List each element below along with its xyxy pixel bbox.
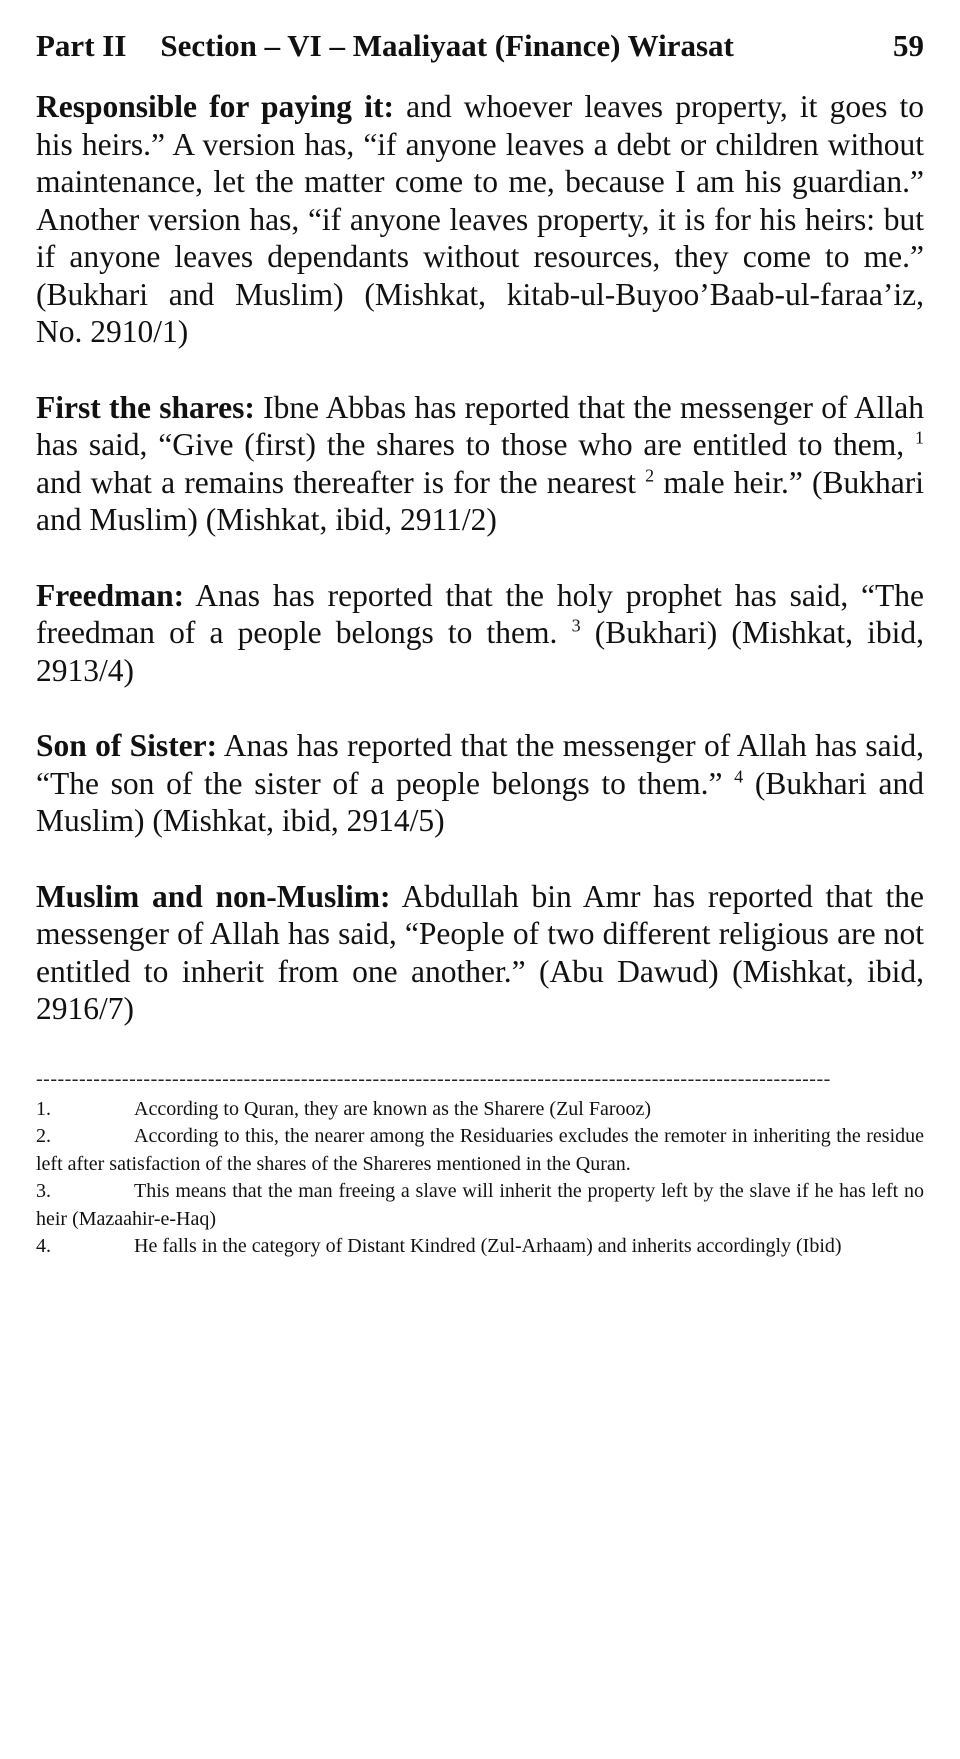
footnote-number: 2. xyxy=(36,1125,51,1147)
paragraph-heading: First the shares: xyxy=(36,389,255,425)
footnote-item xyxy=(36,1096,924,1124)
header-left xyxy=(36,26,734,66)
footnote-text: This means that the man freeing a slave will inherit the property left by the slave if he has left no heir (Mazaahir-e-Haq) xyxy=(36,1180,924,1230)
footnote-item xyxy=(36,1178,924,1233)
footnote-separator: --------------------------------------------------------------------------------------------------------------- xyxy=(36,1067,831,1090)
paragraph-text: (Bukhari) (Mishkat, ibid, 2913/4) xyxy=(36,615,924,688)
paragraph-text: Anas has reported that the messenger of Allah has said, “The son of the sister of a people belongs to them.” xyxy=(36,728,924,801)
header-section: Section – VI – Maaliyaat (Finance) Wirasat xyxy=(160,28,734,63)
paragraph-heading: Muslim and non-Muslim: xyxy=(36,878,391,914)
footnote-number: 1. xyxy=(36,1097,51,1120)
footnote-text: According to this, the nearer among the Residuaries excludes the remoter in inheriting the residue left after satisfaction of the shares of the Shareres mentioned in the Quran. xyxy=(36,1125,924,1175)
paragraph-heading: Responsible for paying it: xyxy=(36,89,394,124)
footnote-item xyxy=(36,1123,924,1178)
page-number: 59 xyxy=(893,28,924,63)
paragraph-text: (Bukhari and Muslim) (Mishkat, ibid, 2914/5) xyxy=(36,765,924,838)
footnote-ref-3: 3 xyxy=(571,615,581,636)
paragraph-son-of-sister xyxy=(36,727,924,840)
paragraph-heading: Freedman: xyxy=(36,577,185,613)
header-part: Part II xyxy=(36,28,127,63)
paragraph-text: and whoever leaves property, it goes to his heirs.” A version has, “if anyone leaves a debt or children without maintenance, let the matter come to me, because I am his guardian.” Another version has, “if anyone leaves property, it is for his heirs: but if anyone leaves dependants without resources, they come to me.” (Bukhari and Muslim) (Mishkat, kitab-ul-Buyoo’Baab-ul-faraa’iz, No. 2910/1) xyxy=(36,89,924,349)
footnote-item xyxy=(36,1233,924,1261)
footnote-number: 4. xyxy=(36,1235,51,1257)
footnote-text: According to Quran, they are known as the Sharere (Zul Farooz) xyxy=(134,1097,652,1120)
paragraph-responsible xyxy=(36,88,924,351)
footnote-ref-1: 1 xyxy=(915,427,924,448)
paragraph-text: Ibne Abbas has reported that the messenger of Allah has said, “Give (first) the shares to those who are entitled to them, xyxy=(36,389,924,462)
footnote-number: 3. xyxy=(36,1180,51,1202)
footnotes xyxy=(36,1096,924,1261)
footnote-ref-4: 4 xyxy=(734,766,744,786)
running-header xyxy=(36,26,924,66)
paragraph-text: Abdullah bin Amr has reported that the messenger of Allah has said, “People of two different religious are not entitled to inherit from one another.” (Abu Dawud) (Mishkat, ibid, 2916/7) xyxy=(36,878,924,1026)
paragraph-freedman xyxy=(36,577,924,690)
paragraph-text: male heir.” (Bukhari and Muslim) (Mishkat, ibid, 2911/2) xyxy=(36,464,924,537)
footnote-ref-2: 2 xyxy=(645,465,655,485)
footnote-text: He falls in the category of Distant Kindred (Zul-Arhaam) and inherits accordingly (Ibid) xyxy=(134,1235,842,1257)
paragraph-muslim-non-muslim xyxy=(36,878,924,1028)
paragraph-text: Anas has reported that the holy prophet has said, “The freedman of a people belongs to them. xyxy=(36,577,924,650)
paragraph-text: and what a remains thereafter is for the nearest xyxy=(36,464,646,500)
paragraph-heading: Son of Sister: xyxy=(36,728,218,763)
paragraph-first-shares xyxy=(36,389,924,539)
